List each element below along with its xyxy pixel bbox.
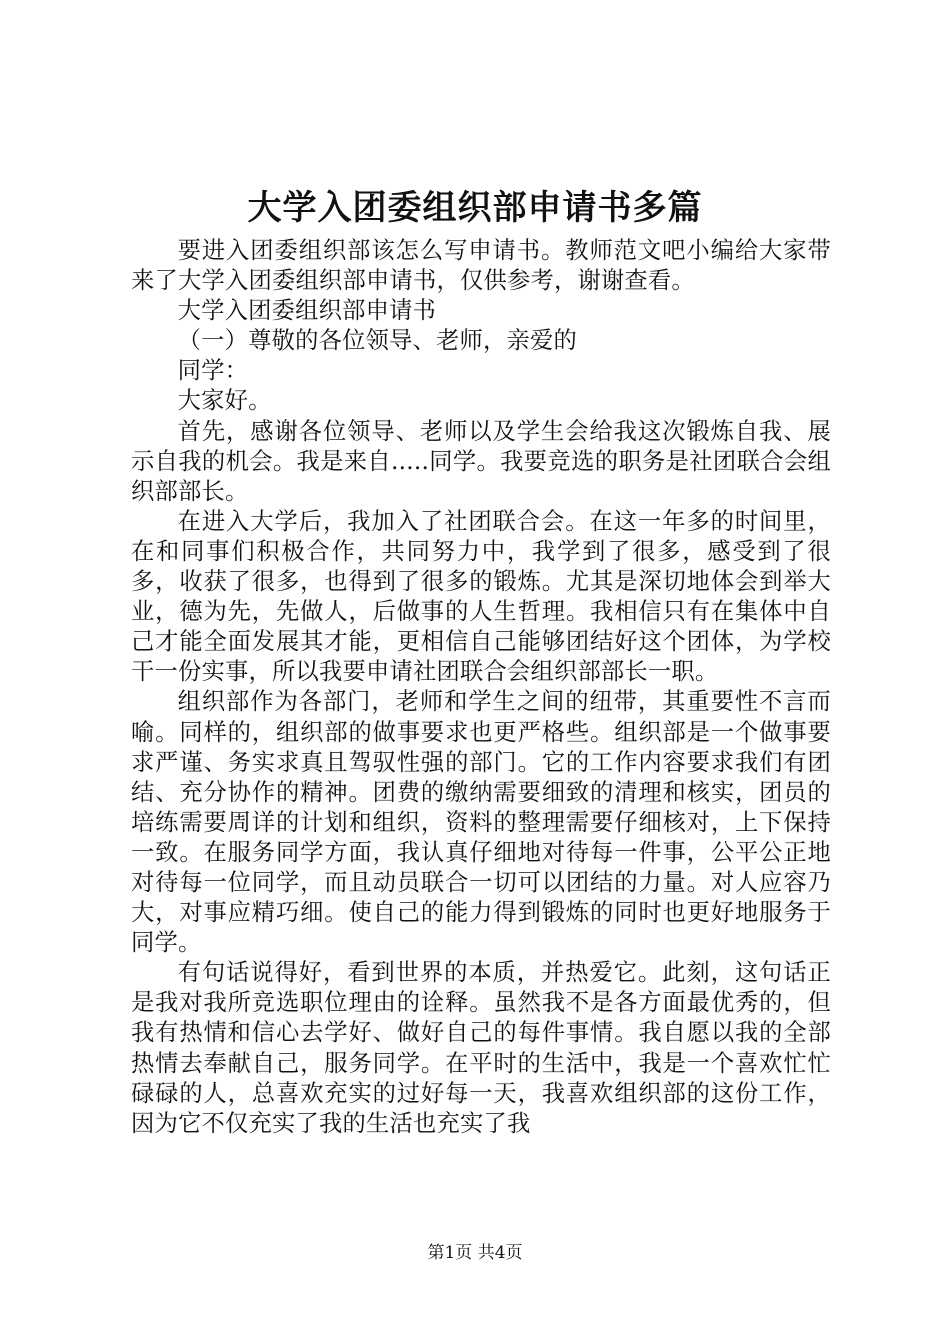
paragraph-salutation-1: （一）尊敬的各位领导、老师，亲爱的 [177, 327, 578, 355]
paragraph-salutation-2: 同学： [177, 357, 249, 385]
paragraph-motivation: 有句话说得好，看到世界的本质，并热爱它。此刻，这句话正是我对我所竞选职位理由的诠释。虽然我不是各方面最优秀的，但我有热情和信心去学好、做好自己的每件事情。我自愿以我的全部热情去奉献自己，服务同学。在平时的生活中，我是一个喜欢忙忙碌碌的人，总喜欢充实的过好每一天，我喜欢组织部的这份工作，因为它不仅充实了我的生活也充实了我 [131, 959, 831, 1137]
paragraph-experience: 在进入大学后，我加入了社团联合会。在这一年多的时间里，在和同事们积极合作，共同努力中，我学到了很多，感受到了很多，收获了很多，也得到了很多的锻炼。尤其是深切地体会到举大业，德为先，先做人，后做事的人生哲理。我相信只有在集体中自己才能全面发展其才能，更相信自己能够团结好这个团体，为学校干一份实事，所以我要申请社团联合会组织部部长一职。 [131, 507, 831, 686]
paragraph-subtitle: 大学入团委组织部申请书 [177, 297, 437, 325]
page-number-footer: 第1页 共4页 [427, 1243, 523, 1263]
paragraph-greeting: 大家好。 [177, 387, 272, 415]
document-title: 大学入团委组织部申请书多篇 [247, 188, 703, 228]
paragraph-department: 组织部作为各部门，老师和学生之间的纽带，其重要性不言而喻。同样的，组织部的做事要求也更严格些。组织部是一个做事要求严谨、务实求真且驾驭性强的部门。它的工作内容要求我们有团结、充分协作的精神。团费的缴纳需要细致的清理和核实，团员的培练需要周详的计划和组织，资料的整理需要仔细核对，上下保持一致。在服务同学方面，我认真仔细地对待每一件事，公平公正地对待每一位同学，而且动员联合一切可以团结的力量。对人应容乃大，对事应精巧细。使自己的能力得到锻炼的同时也更好地服务于同学。 [131, 688, 831, 957]
paragraph-thanks: 首先，感谢各位领导、老师以及学生会给我这次锻炼自我、展示自我的机会。我是来自.....同学。我要竞选的职务是社团联合会组织部部长。 [131, 417, 831, 505]
document-body [131, 236, 831, 1139]
paragraph-intro: 要进入团委组织部该怎么写申请书。教师范文吧小编给大家带来了大学入团委组织部申请书，仅供参考，谢谢查看。 [131, 237, 831, 295]
